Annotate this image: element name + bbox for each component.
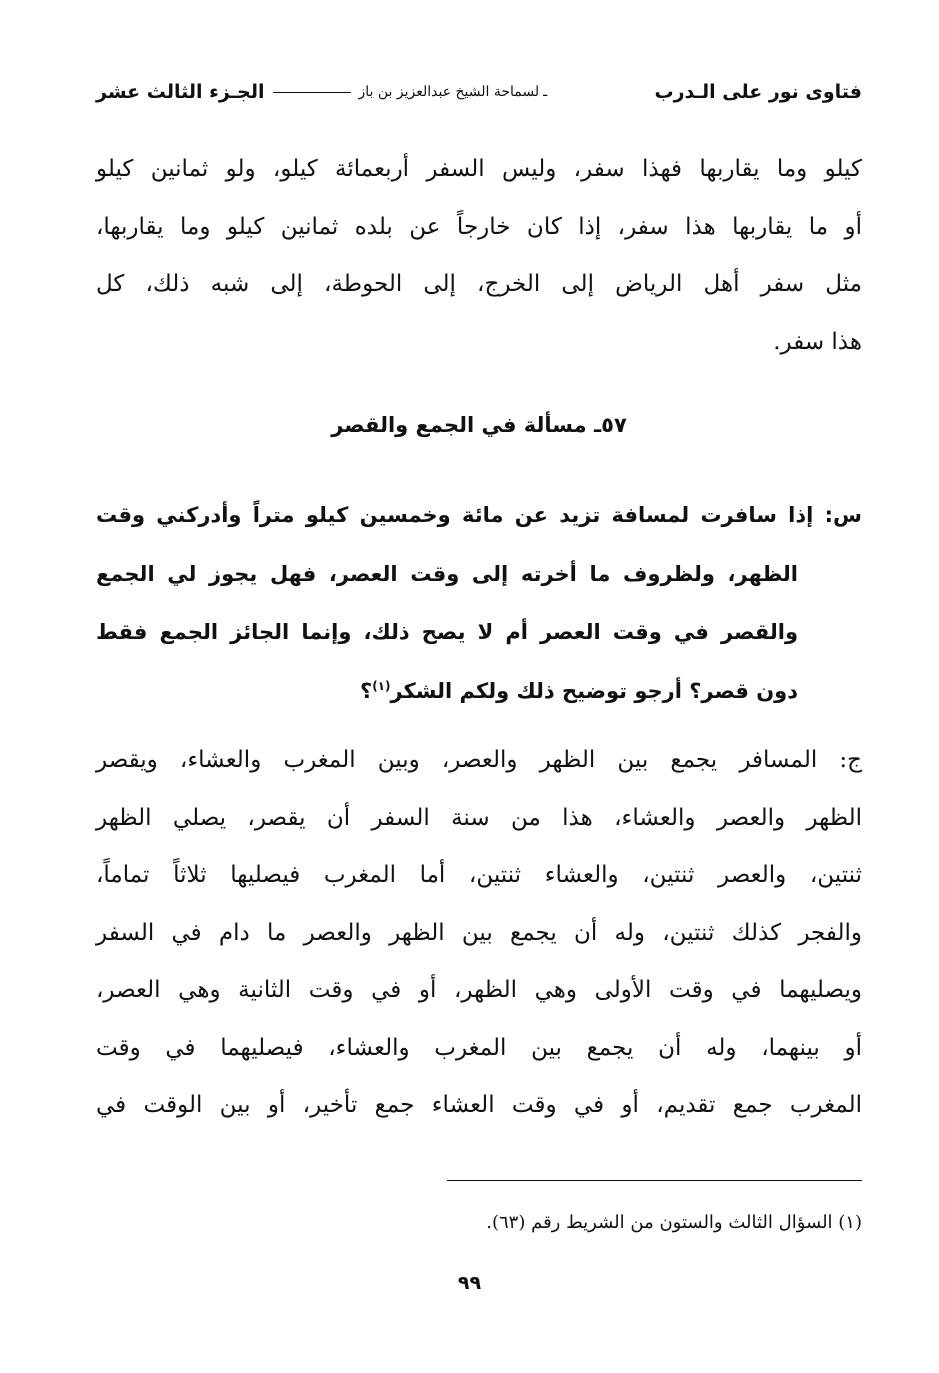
footnote-separator: [447, 1180, 862, 1181]
answer-line: الظهر والعصر والعشاء، هذا من سنة السفر أن يقصر، يصلي الظهر: [96, 804, 862, 831]
question-line: س: إذا سافرت لمسافة تزيد عن مائة وخمسين كيلو متراً وأدركني وقت: [96, 503, 862, 527]
author-name: لسماحة الشيخ عبدالعزيز بن باز: [358, 84, 540, 100]
answer-line: والفجر كذلك ثنتين، وله أن يجمع بين الظهر والعصر ما دام في السفر: [96, 919, 862, 946]
question-line-text: دون قصر؟ أرجو توضيح ذلك ولكم الشكر: [390, 678, 798, 703]
answer-line: ثنتين، والعصر ثنتين، والعشاء ثنتين، أما المغرب فيصليها ثلاثاً تماماً،: [96, 862, 862, 888]
text-line: أو ما يقاربها هذا سفر، إذا كان خارجاً عن بلده ثمانين كيلو وما يقاربها،: [96, 213, 862, 240]
header-dash: ـ: [543, 84, 548, 100]
header-author-part: [96, 81, 547, 103]
answer-paragraph: [96, 732, 862, 1135]
text-line: مثل سفر أهل الرياض إلى الخرج، إلى الحوطة، إلى شبه ذلك، كل: [96, 271, 862, 297]
question-paragraph: [96, 486, 862, 720]
section-heading: ٥٧ـ مسألة في الجمع والقصر: [331, 413, 627, 437]
running-header: [96, 74, 862, 110]
answer-line: المغرب جمع تقديم، أو في وقت العشاء جمع تأخير، أو بين الوقت في: [96, 1092, 862, 1118]
intro-paragraph: [96, 141, 862, 371]
header-rule: [273, 92, 351, 93]
part-label: الجـزء الثالث عشر: [96, 81, 265, 103]
question-last-line: [96, 662, 798, 721]
answer-line: أو بينهما، وله أن يجمع بين المغرب والعشاء، فيصليهما في وقت: [96, 1034, 862, 1061]
text-line: هذا سفر.: [773, 328, 862, 355]
answer-line: ج: المسافر يجمع بين الظهر والعصر، وبين المغرب والعشاء، ويقصر: [96, 747, 862, 773]
question-mark: ؟: [360, 678, 373, 703]
page-number: ٩٩: [457, 1272, 482, 1294]
footnote: (١) السؤال الثالث والستون من الشريط رقم (٦٣).: [486, 1212, 862, 1233]
answer-line: ويصليهما في وقت الأولى وهي الظهر، أو في وقت الثانية وهي العصر،: [96, 977, 862, 1003]
text-line: كيلو وما يقاربها فهذا سفر، وليس السفر أربعمائة كيلو، ولو ثمانين كيلو: [96, 156, 862, 182]
book-title: فتاوى نور على الـدرب: [654, 81, 862, 103]
question-line: الظهر، ولظروف ما أخرته إلى وقت العصر، فهل يجوز لي الجمع: [96, 561, 798, 586]
question-line: والقصر في وقت العصر أم لا يصح ذلك، وإنما الجائز الجمع فقط: [96, 620, 798, 644]
footnote-reference: (١): [372, 678, 391, 693]
